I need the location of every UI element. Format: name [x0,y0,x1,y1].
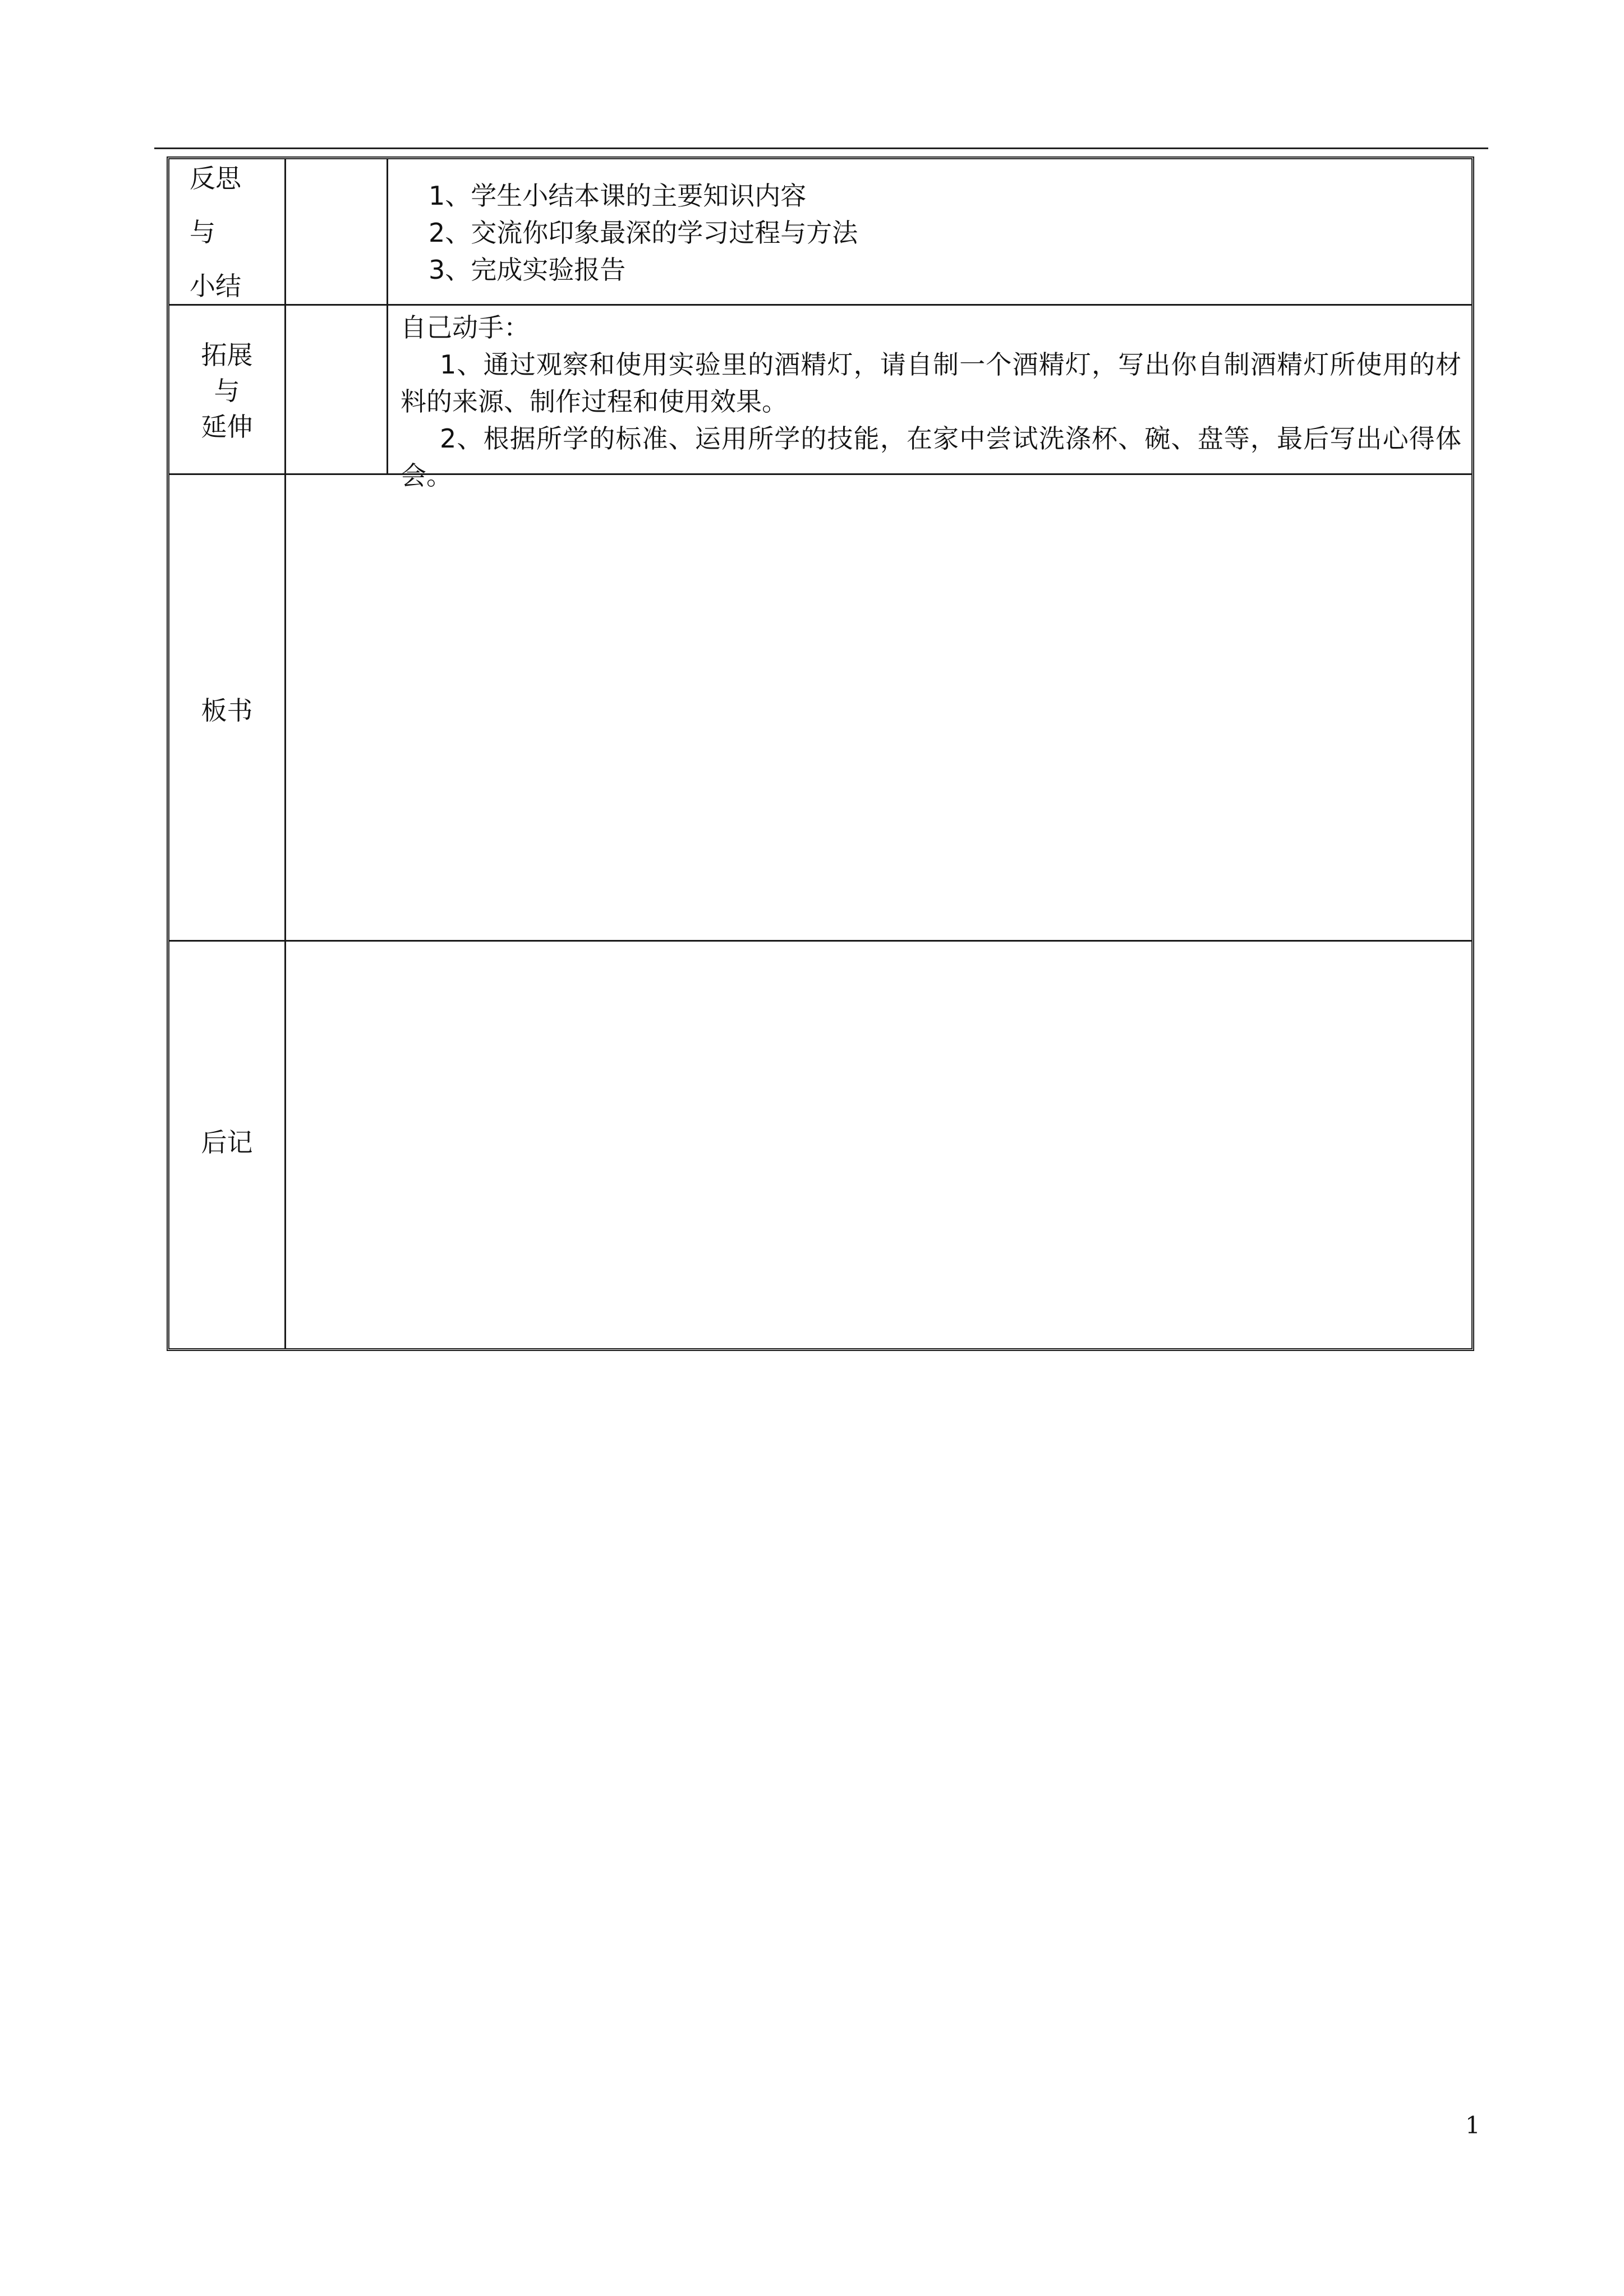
label-line: 与 [190,217,215,247]
label-line: 延伸 [201,412,253,442]
row-label-reflection [169,159,286,304]
label-text: 后记 [201,1127,253,1158]
section-heading: 自己动手： [401,312,530,343]
list-item: 2、交流你印象最深的学习过程与方法 [429,218,858,248]
list-item: 1、学生小结本课的主要知识内容 [429,181,807,211]
table-row-board-notes [169,473,1471,940]
table-row-extension [169,304,1471,491]
row-label-board-notes [169,475,286,940]
row-content-reflection [388,159,1471,304]
row-content-postscript [286,942,1471,1348]
table-row-reflection [169,159,1471,304]
list-item: 2、根据所学的标准、运用所学的技能，在家中尝试洗涤杯、碗、盘等，最后写出心得体会。 [401,423,1461,491]
row-label-postscript [169,942,286,1348]
empty-cell [286,306,388,473]
label-line: 拓展 [201,340,253,370]
row-label-extension [169,306,286,473]
label-line: 反思 [190,163,241,193]
header-rule [154,147,1488,149]
list-item: 3、完成实验报告 [429,255,626,285]
label-line: 与 [214,376,240,406]
label-text: 板书 [201,695,253,726]
label-line: 小结 [190,271,241,301]
lesson-plan-table [167,156,1474,1351]
page-number: 1 [1465,2111,1480,2139]
list-item: 1、通过观察和使用实验里的酒精灯，请自制一个酒精灯，写出你自制酒精灯所使用的材料的来源、制作过程和使用效果。 [401,349,1461,417]
row-content-extension [388,306,1471,491]
table-row-postscript [169,940,1471,1348]
empty-cell [286,159,388,304]
row-content-board-notes [286,475,1471,940]
